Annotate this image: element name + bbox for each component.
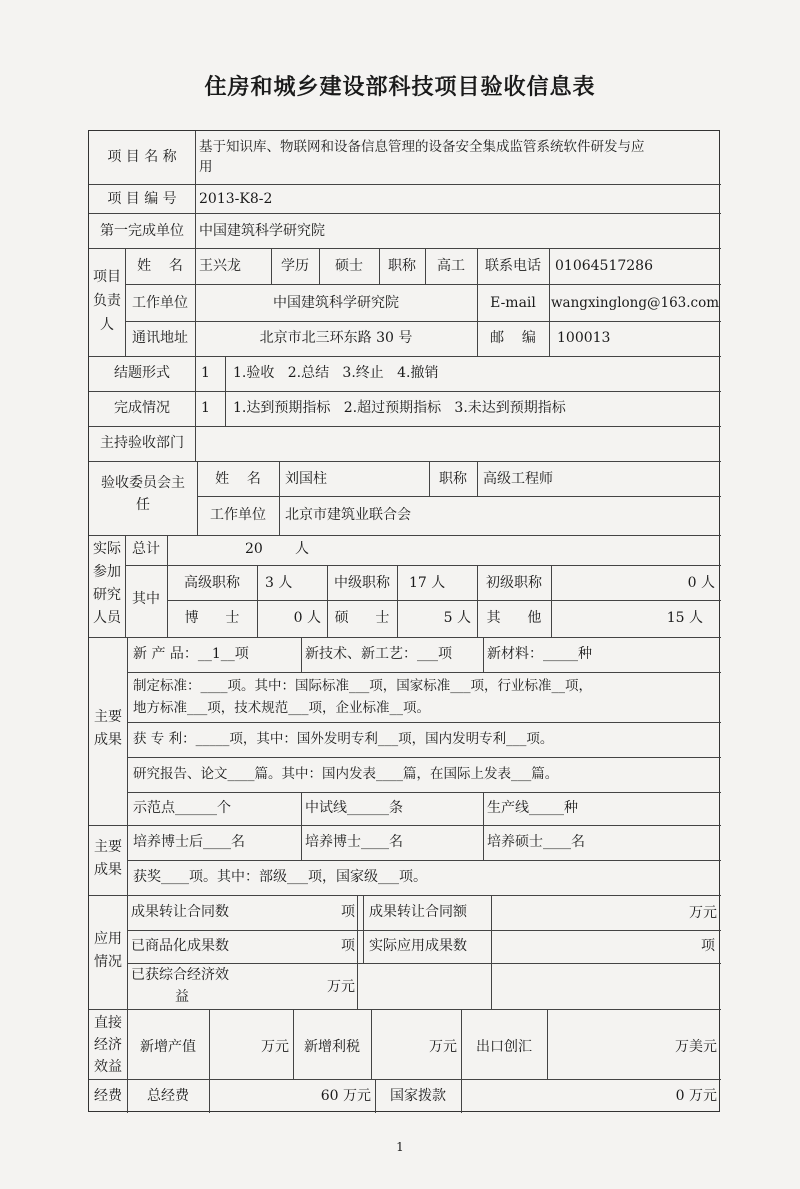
row-divider bbox=[167, 600, 721, 601]
staff-label: 人员 bbox=[93, 610, 121, 626]
project-code-value: 2013-K8-2 bbox=[199, 191, 273, 207]
row-divider bbox=[125, 284, 721, 285]
acceptance-form bbox=[88, 130, 720, 1112]
row-divider bbox=[89, 391, 721, 392]
production-lines: 生产线_____种 bbox=[487, 800, 578, 816]
row-divider bbox=[125, 321, 721, 322]
tax-increase-unit: 万元 bbox=[429, 1039, 457, 1055]
row-divider bbox=[89, 535, 721, 536]
committee-name-value: 刘国柱 bbox=[285, 471, 327, 487]
master-label: 硕 士 bbox=[334, 610, 390, 626]
transfer-contract-count-label: 成果转让合同数 bbox=[131, 904, 229, 920]
project-name-label: 项 目 名 称 bbox=[107, 149, 177, 165]
staff-label: 参加 bbox=[93, 564, 121, 580]
postdoc-trained: 培养博士后____名 bbox=[133, 834, 245, 850]
col-divider bbox=[483, 792, 484, 825]
col-divider bbox=[483, 825, 484, 860]
leader-title-label: 职称 bbox=[388, 258, 416, 274]
application-label: 情况 bbox=[94, 954, 122, 970]
closure-form-label: 结题形式 bbox=[114, 365, 170, 381]
transfer-contract-count-unit: 项 bbox=[341, 904, 355, 920]
new-material: 新材料：_____种 bbox=[487, 646, 592, 662]
leader-section-label: 项目 bbox=[93, 269, 121, 285]
committee-work-value: 北京市建筑业联合会 bbox=[285, 507, 411, 523]
col-divider bbox=[225, 356, 226, 426]
demo-sites: 示范点______个 bbox=[133, 800, 231, 816]
project-name-value: 基于知识库、物联网和设备信息管理的设备安全集成监管系统软件研发与应 bbox=[199, 139, 645, 155]
row-divider bbox=[89, 248, 721, 249]
row-divider bbox=[89, 637, 721, 638]
committee-title-label: 职称 bbox=[439, 471, 467, 487]
funding-label: 经费 bbox=[94, 1088, 122, 1104]
leader-zip-value: 100013 bbox=[557, 330, 611, 346]
staff-among-label: 其中 bbox=[132, 591, 160, 607]
leader-name-label: 姓 名 bbox=[137, 258, 183, 274]
tax-increase-label: 新增利税 bbox=[304, 1039, 360, 1055]
col-divider bbox=[483, 637, 484, 672]
economic-label: 经济 bbox=[94, 1037, 122, 1053]
master-trained: 培养硕士____名 bbox=[487, 834, 585, 850]
leader-address-label: 通讯地址 bbox=[132, 330, 188, 346]
committee-title-value: 高级工程师 bbox=[483, 471, 553, 487]
mid-title-label: 中级职称 bbox=[334, 575, 390, 591]
national-funding-value: 0 万元 bbox=[675, 1088, 717, 1104]
closure-form-options: 1.验收 2.总结 3.终止 4.撤销 bbox=[233, 365, 439, 381]
export-label: 出口创汇 bbox=[476, 1039, 532, 1055]
document-title: 住房和城乡建设部科技项目验收信息表 bbox=[204, 75, 596, 100]
reports-papers: 研究报告、论文____篇。其中：国内发表____篇，在国际上发表___篇。 bbox=[133, 766, 559, 782]
row-divider bbox=[125, 565, 721, 566]
junior-title-value: 0 人 bbox=[687, 575, 715, 591]
leader-email-label: E-mail bbox=[490, 295, 536, 311]
committee-name-label: 姓 名 bbox=[215, 471, 261, 487]
row-divider bbox=[127, 672, 721, 673]
row-divider bbox=[89, 356, 721, 357]
total-funding-label: 总经费 bbox=[147, 1088, 189, 1104]
results-label: 主要 bbox=[94, 709, 122, 725]
staff-total-value: 20 bbox=[245, 541, 263, 557]
row-divider bbox=[89, 1079, 721, 1080]
leader-phone-value: 01064517286 bbox=[555, 258, 653, 274]
col-divider bbox=[301, 792, 302, 825]
patents: 获 专 利：_____项，其中：国外发明专利___项，国内发明专利___项。 bbox=[133, 731, 554, 747]
phd-value: 0 人 bbox=[293, 610, 321, 626]
staff-total-label: 总计 bbox=[132, 541, 160, 557]
row-divider bbox=[89, 1009, 721, 1010]
committee-label: 验收委员会主 bbox=[101, 475, 185, 491]
results-label: 成果 bbox=[94, 732, 122, 748]
new-technology: 新技术、新工艺：___项 bbox=[305, 646, 452, 662]
row-divider bbox=[127, 722, 721, 723]
economic-benefit-label-cont: 益 bbox=[175, 989, 189, 1005]
economic-label: 直接 bbox=[94, 1015, 122, 1031]
completion-label: 完成情况 bbox=[114, 400, 170, 416]
staff-total-unit: 人 bbox=[295, 541, 309, 557]
row-divider bbox=[197, 496, 721, 497]
export-unit: 万美元 bbox=[675, 1039, 717, 1055]
leader-edu-label: 学历 bbox=[281, 258, 309, 274]
leader-phone-label: 联系电话 bbox=[485, 258, 541, 274]
standards-cont: 地方标准___项，技术规范___项，企业标准__项。 bbox=[133, 700, 430, 716]
col-divider bbox=[363, 895, 364, 963]
commercialized-results-unit: 项 bbox=[341, 938, 355, 954]
col-divider bbox=[195, 131, 196, 248]
committee-label-cont: 任 bbox=[136, 497, 150, 513]
row-divider bbox=[89, 184, 721, 185]
col-divider bbox=[357, 895, 358, 1009]
row-divider bbox=[89, 825, 721, 826]
transfer-contract-amount-label: 成果转让合同额 bbox=[369, 904, 467, 920]
leader-zip-label: 邮 编 bbox=[490, 330, 536, 346]
pilot-lines: 中试线______条 bbox=[305, 800, 403, 816]
applied-results-unit: 项 bbox=[701, 938, 715, 954]
national-funding-label: 国家拨款 bbox=[390, 1088, 446, 1104]
first-unit-value: 中国建筑科学研究院 bbox=[199, 223, 325, 239]
leader-email-value: wangxinglong@163.com bbox=[551, 295, 720, 311]
col-divider bbox=[301, 637, 302, 672]
standards: 制定标准：____项。其中：国际标准___项，国家标准___项，行业标准__项， bbox=[133, 678, 592, 694]
row-divider bbox=[89, 895, 721, 896]
leader-section-label: 负责 bbox=[93, 293, 121, 309]
applied-results-label: 实际应用成果数 bbox=[369, 938, 467, 954]
junior-title-label: 初级职称 bbox=[486, 575, 542, 591]
transfer-contract-amount-unit: 万元 bbox=[689, 905, 717, 921]
phd-trained: 培养博士____名 bbox=[305, 834, 403, 850]
completion-value: 1 bbox=[201, 400, 210, 416]
new-product: 新 产 品：__1__项 bbox=[133, 646, 249, 662]
results-label: 成果 bbox=[94, 862, 122, 878]
phd-label: 博 士 bbox=[184, 610, 240, 626]
leader-title-value: 高工 bbox=[437, 258, 465, 274]
col-divider bbox=[549, 248, 550, 356]
results-label: 主要 bbox=[94, 839, 122, 855]
col-divider bbox=[195, 356, 196, 461]
acceptance-dept-label: 主持验收部门 bbox=[100, 435, 184, 451]
output-increase-unit: 万元 bbox=[261, 1039, 289, 1055]
row-divider bbox=[127, 963, 721, 964]
col-divider bbox=[279, 461, 280, 535]
col-divider bbox=[477, 461, 478, 496]
other-value: 15 人 bbox=[666, 610, 703, 626]
row-divider bbox=[89, 213, 721, 214]
row-divider bbox=[127, 930, 721, 931]
output-increase-label: 新增产值 bbox=[140, 1039, 196, 1055]
page-number: 1 bbox=[396, 1140, 404, 1154]
senior-title-value: 3 人 bbox=[265, 575, 293, 591]
master-value: 5 人 bbox=[443, 610, 471, 626]
project-name-value-cont: 用 bbox=[199, 159, 213, 175]
economic-label: 效益 bbox=[94, 1059, 122, 1075]
first-unit-label: 第一完成单位 bbox=[100, 223, 184, 239]
commercialized-results-label: 已商品化成果数 bbox=[131, 938, 229, 954]
awards: 获奖____项。其中：部级___项，国家级___项。 bbox=[133, 869, 427, 885]
mid-title-value: 17 人 bbox=[409, 575, 446, 591]
staff-label: 实际 bbox=[93, 541, 121, 557]
completion-options: 1.达到预期指标 2.超过预期指标 3.未达到预期指标 bbox=[233, 400, 566, 416]
leader-name-value: 王兴龙 bbox=[199, 258, 241, 274]
leader-work-label: 工作单位 bbox=[132, 295, 188, 311]
leader-address-value: 北京市北三环东路 30 号 bbox=[259, 330, 413, 346]
closure-form-value: 1 bbox=[201, 365, 210, 381]
staff-label: 研究 bbox=[93, 587, 121, 603]
project-code-label: 项 目 编 号 bbox=[107, 191, 177, 207]
leader-edu-value: 硕士 bbox=[335, 258, 363, 274]
economic-benefit-label: 已获综合经济效 bbox=[131, 967, 229, 983]
row-divider bbox=[89, 461, 721, 462]
leader-section-label: 人 bbox=[100, 317, 114, 333]
senior-title-label: 高级职称 bbox=[184, 575, 240, 591]
total-funding-value: 60 万元 bbox=[320, 1088, 371, 1104]
economic-benefit-unit: 万元 bbox=[327, 979, 355, 995]
leader-work-value: 中国建筑科学研究院 bbox=[273, 295, 399, 311]
application-label: 应用 bbox=[94, 931, 122, 947]
committee-work-label: 工作单位 bbox=[210, 507, 266, 523]
row-divider bbox=[127, 757, 721, 758]
row-divider bbox=[127, 792, 721, 793]
row-divider bbox=[127, 860, 721, 861]
col-divider bbox=[301, 825, 302, 860]
row-divider bbox=[89, 426, 721, 427]
other-label: 其 他 bbox=[486, 610, 542, 626]
